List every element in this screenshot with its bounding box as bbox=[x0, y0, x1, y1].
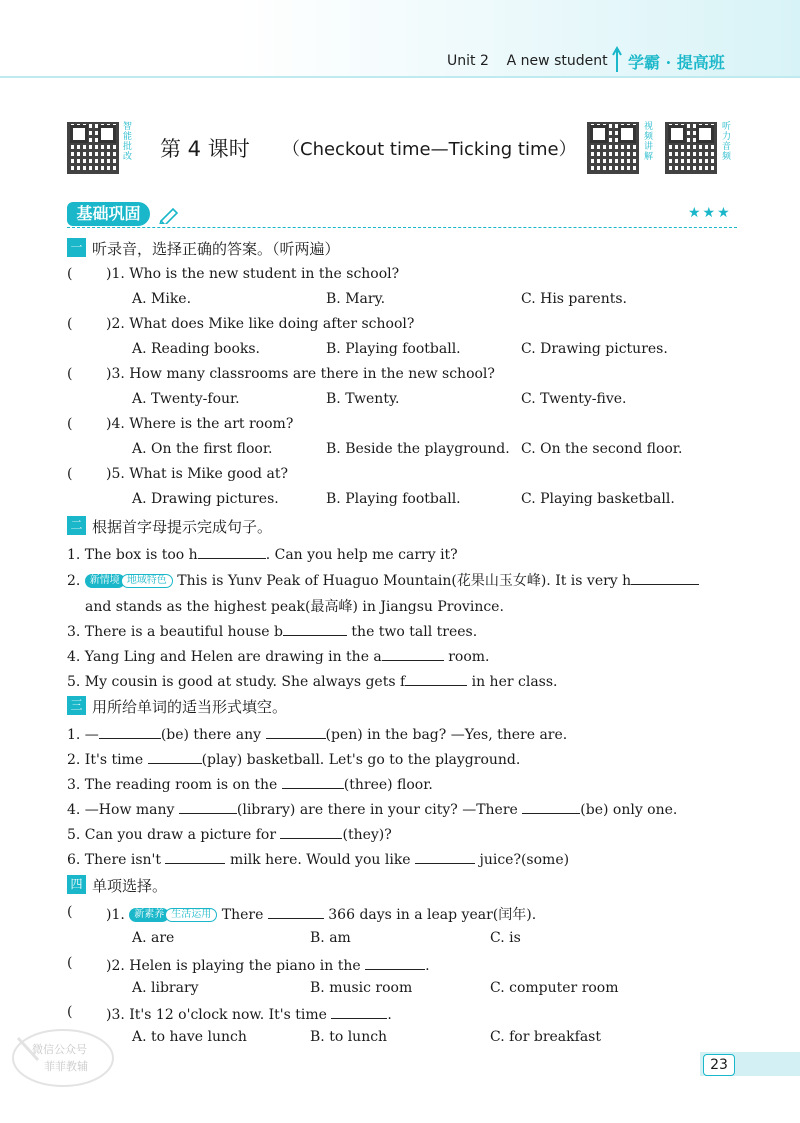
page-number: 23 bbox=[703, 1054, 735, 1076]
sentence-4 bbox=[67, 646, 490, 665]
qr-caption-right: 听力音频 bbox=[722, 122, 732, 162]
region-badge: 地域特色 bbox=[121, 574, 173, 588]
lesson-subtitle: （Checkout time—Ticking time） bbox=[282, 139, 577, 160]
sentence-2 bbox=[67, 749, 520, 768]
sentence-text: 5. Can you draw a picture for bbox=[67, 827, 277, 843]
fill-blank[interactable] bbox=[99, 724, 161, 739]
option-b: B. to lunch bbox=[310, 1029, 388, 1045]
question-text: )2. What does Mike like doing after school? bbox=[106, 316, 415, 332]
sentence-1 bbox=[67, 544, 458, 563]
fill-blank[interactable] bbox=[631, 570, 699, 585]
fill-blank[interactable] bbox=[283, 621, 347, 636]
part-title: 用所给单词的适当形式填空。 bbox=[92, 698, 288, 716]
answer-bracket[interactable]: ( bbox=[67, 1004, 73, 1020]
arrow-up-icon bbox=[612, 46, 622, 72]
sentence-text: 1. The box is too h bbox=[67, 547, 198, 563]
sentence-text: 3. There is a beautiful house b bbox=[67, 624, 283, 640]
question-text: )3. How many classrooms are there in the new school? bbox=[106, 366, 495, 382]
fill-blank[interactable] bbox=[280, 824, 342, 839]
answer-bracket[interactable]: ( bbox=[67, 955, 73, 971]
option-c: C. is bbox=[490, 930, 521, 946]
sentence-text: the two tall trees. bbox=[351, 624, 478, 640]
question-text: )5. What is Mike good at? bbox=[106, 466, 288, 482]
sentence-text: (be) only one. bbox=[580, 802, 678, 818]
sentence-5 bbox=[67, 824, 392, 843]
part-title: 单项选择。 bbox=[92, 877, 168, 895]
watermark-text: 菲菲教辅 bbox=[44, 1060, 88, 1073]
question-text: There bbox=[221, 907, 264, 923]
option-b: B. Twenty. bbox=[326, 391, 400, 407]
sentence-number: 2. bbox=[67, 573, 81, 589]
sentence-text: This is Yunv Peak of Huaguo Mountain(花果山玉女峰). It is very h bbox=[177, 573, 632, 589]
fill-blank[interactable] bbox=[365, 955, 425, 970]
qr-caption-mid: 视频讲解 bbox=[644, 122, 654, 162]
option-c: C. Playing basketball. bbox=[521, 491, 675, 507]
answer-bracket[interactable]: ( bbox=[67, 904, 73, 920]
sentence-text: 6. There isn't bbox=[67, 852, 162, 868]
part-title: 听录音，选择正确的答案。（听两遍） bbox=[92, 240, 340, 258]
option-b: B. Playing football. bbox=[326, 341, 461, 357]
sentence-text: . Can you help me carry it? bbox=[265, 547, 458, 563]
answer-bracket[interactable]: ( bbox=[67, 416, 73, 432]
sentence-text: 1. — bbox=[67, 727, 99, 743]
option-c: C. His parents. bbox=[521, 291, 627, 307]
answer-bracket[interactable]: ( bbox=[67, 366, 73, 382]
sentence-text: (be) there any bbox=[160, 727, 262, 743]
sentence-text: 2. It's time bbox=[67, 752, 144, 768]
answer-bracket[interactable]: ( bbox=[67, 316, 73, 332]
sentence-2 bbox=[67, 570, 699, 590]
sentence-text: (pen) in the bag? —Yes, there are. bbox=[325, 727, 568, 743]
question-text: )4. Where is the art room? bbox=[106, 416, 294, 432]
sentence-text: (they)? bbox=[342, 827, 392, 843]
question-1 bbox=[106, 904, 536, 924]
sentence-text: 4. Yang Ling and Helen are drawing in the a bbox=[67, 649, 382, 665]
life-use-badge: 生活运用 bbox=[165, 908, 217, 922]
option-a: A. to have lunch bbox=[132, 1029, 247, 1045]
option-c: C. for breakfast bbox=[490, 1029, 601, 1045]
question-number: )1. bbox=[106, 907, 125, 923]
sentence-3 bbox=[67, 774, 433, 793]
sentence-text: 5. My cousin is good at study. She always gets f bbox=[67, 674, 406, 690]
lesson-title: 第 4 课时 bbox=[160, 137, 250, 161]
fill-blank[interactable] bbox=[405, 671, 467, 686]
option-b: B. Beside the playground. bbox=[326, 441, 510, 457]
option-b: B. Playing football. bbox=[326, 491, 461, 507]
option-c: C. computer room bbox=[490, 980, 619, 996]
option-a: A. Drawing pictures. bbox=[132, 491, 279, 507]
watermark-text: 微信公众号 bbox=[32, 1043, 87, 1056]
option-c: C. Twenty-five. bbox=[521, 391, 627, 407]
sentence-3 bbox=[67, 621, 477, 640]
question-text: )1. Who is the new student in the school? bbox=[106, 266, 400, 282]
fill-blank[interactable] bbox=[331, 1004, 387, 1019]
sentence-text: juice?(some) bbox=[479, 852, 570, 868]
fill-blank[interactable] bbox=[382, 646, 444, 661]
sentence-text: (three) floor. bbox=[343, 777, 433, 793]
option-a: A. Twenty-four. bbox=[132, 391, 240, 407]
part-title: 根据首字母提示完成句子。 bbox=[92, 518, 273, 536]
fill-blank[interactable] bbox=[148, 749, 202, 764]
fill-blank[interactable] bbox=[268, 904, 324, 919]
option-a: A. are bbox=[132, 930, 175, 946]
qr-code-icon[interactable] bbox=[67, 122, 119, 174]
question-text: 366 days in a leap year(闰年). bbox=[328, 907, 537, 923]
option-c: C. Drawing pictures. bbox=[521, 341, 668, 357]
part-tag: 二 bbox=[67, 516, 86, 535]
sentence-text: and stands as the highest peak(最高峰) in Jiangsu Province. bbox=[85, 599, 504, 615]
new-literacy-badge: 新素养 bbox=[129, 908, 169, 922]
fill-blank[interactable] bbox=[266, 724, 326, 739]
option-a: A. library bbox=[132, 980, 199, 996]
question-text: )2. Helen is playing the piano in the bbox=[106, 958, 361, 974]
sentence-text: milk here. Would you like bbox=[229, 852, 411, 868]
sentence-text: 3. The reading room is on the bbox=[67, 777, 278, 793]
sentence-6 bbox=[67, 849, 569, 868]
option-b: B. Mary. bbox=[326, 291, 386, 307]
sentence-5 bbox=[67, 671, 557, 690]
answer-bracket[interactable]: ( bbox=[67, 466, 73, 482]
fill-blank[interactable] bbox=[282, 774, 344, 789]
pencil-icon bbox=[158, 206, 180, 224]
option-b: B. am bbox=[310, 930, 351, 946]
fill-blank[interactable] bbox=[522, 799, 580, 814]
fill-blank[interactable] bbox=[165, 849, 225, 864]
fill-blank[interactable] bbox=[198, 544, 266, 559]
part-tag: 一 bbox=[67, 238, 86, 257]
answer-bracket[interactable]: ( bbox=[67, 266, 73, 282]
fill-blank[interactable] bbox=[415, 849, 475, 864]
difficulty-stars: ★★★ bbox=[688, 205, 732, 221]
header-divider bbox=[0, 76, 800, 78]
unit-title: Unit 2 A new student bbox=[447, 53, 608, 69]
sentence-text: 4. —How many bbox=[67, 802, 175, 818]
question-text: . bbox=[387, 1007, 392, 1023]
sentence-text: in her class. bbox=[471, 674, 558, 690]
question-text: )3. It's 12 o'clock now. It's time bbox=[106, 1007, 327, 1023]
fill-blank[interactable] bbox=[179, 799, 237, 814]
question-text: . bbox=[425, 958, 430, 974]
qr-code-icon[interactable] bbox=[665, 122, 717, 174]
section-banner: 基础巩固 bbox=[67, 202, 150, 226]
sentence-1 bbox=[67, 724, 567, 743]
part-tag: 四 bbox=[67, 875, 86, 894]
option-c: C. On the second floor. bbox=[521, 441, 683, 457]
new-context-badge: 新情境 bbox=[85, 574, 125, 588]
brand-logo: 学霸 · 提高班 bbox=[628, 53, 725, 72]
option-a: A. Mike. bbox=[132, 291, 192, 307]
sentence-text: (library) are there in your city? —There bbox=[236, 802, 518, 818]
part-tag: 三 bbox=[67, 696, 86, 715]
section-divider bbox=[67, 227, 737, 228]
qr-code-icon[interactable] bbox=[587, 122, 639, 174]
option-a: A. On the first floor. bbox=[132, 441, 273, 457]
option-b: B. music room bbox=[310, 980, 413, 996]
option-a: A. Reading books. bbox=[132, 341, 260, 357]
sentence-text: (play) basketball. Let's go to the playground. bbox=[201, 752, 521, 768]
sentence-text: room. bbox=[448, 649, 490, 665]
question-3 bbox=[106, 1004, 392, 1023]
qr-caption-left: 智能批改 bbox=[123, 122, 133, 162]
question-2 bbox=[106, 955, 430, 974]
sentence-4 bbox=[67, 799, 677, 818]
